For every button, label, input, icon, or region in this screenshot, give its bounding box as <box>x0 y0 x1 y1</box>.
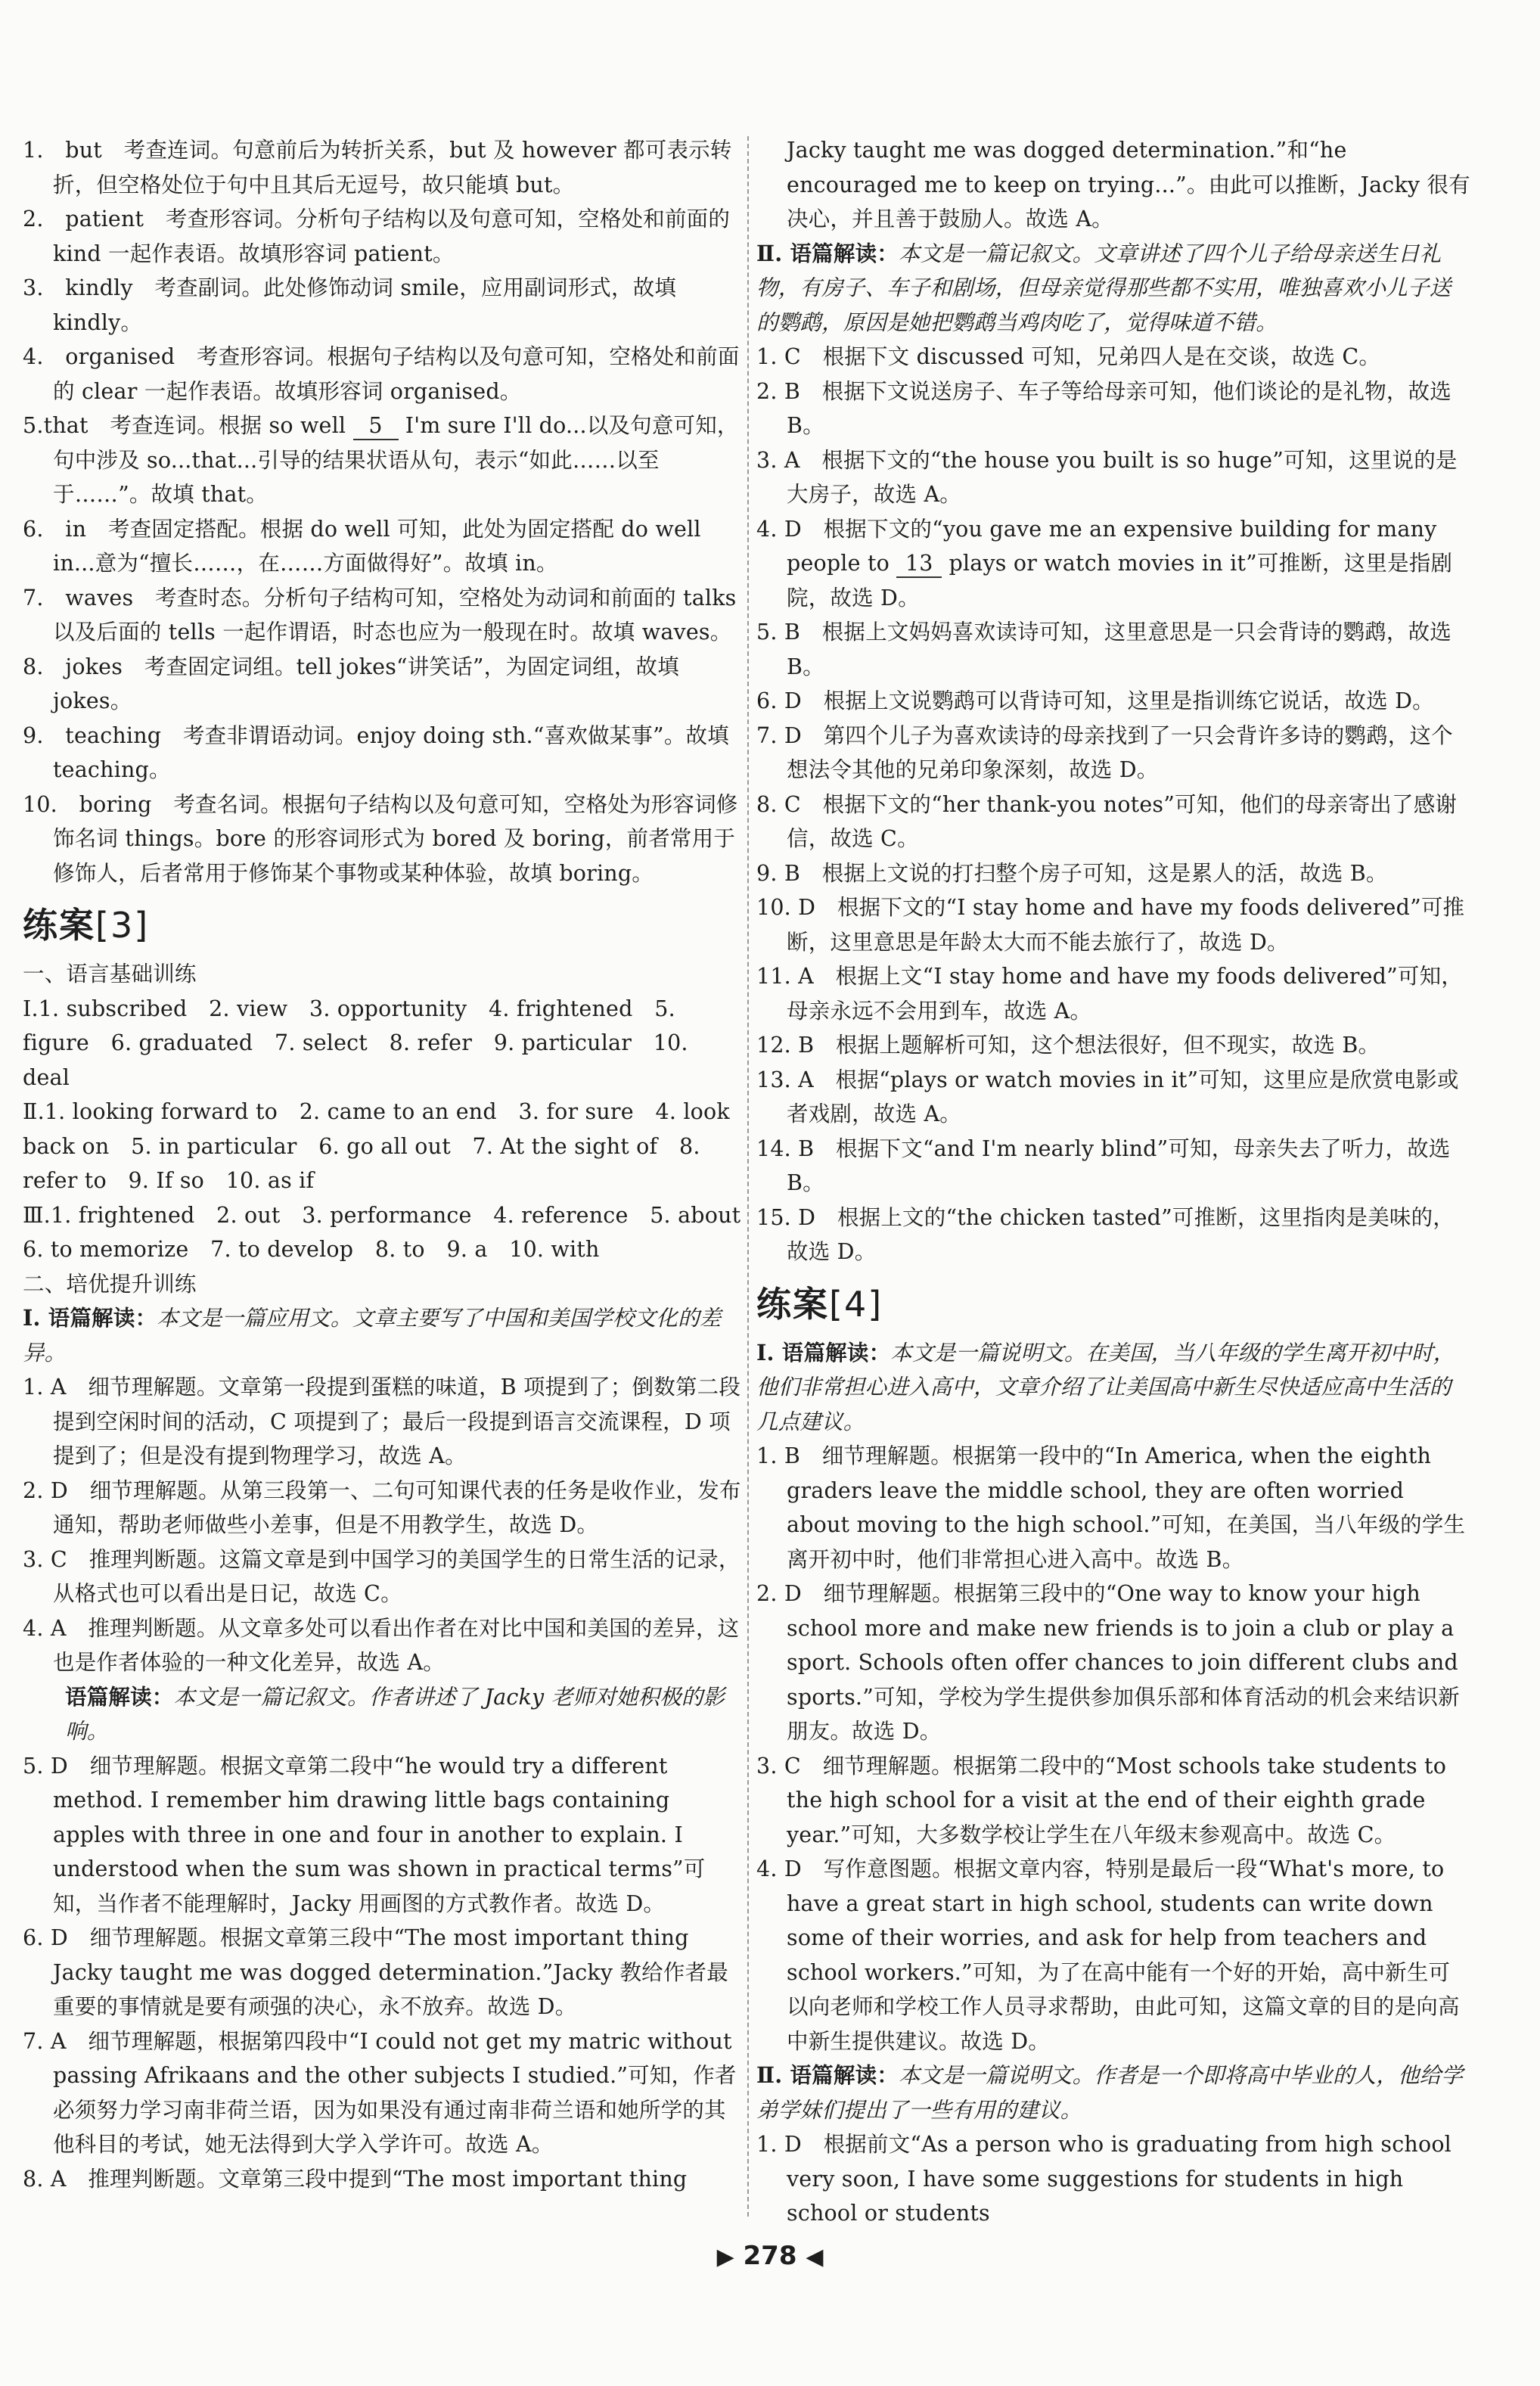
reading-summary: Ⅱ. 语篇解读：本文是一篇说明文。作者是一个即将高中毕业的人，他给学弟学妹们提出了一些有用的建议。 <box>756 2062 1464 2123</box>
vocab-answers-3: Ⅲ.1. frightened 2. out 3. performance 4. reference 5. about 6. to memorize 7. to develop 8. to 9. a 10. with <box>23 1202 762 1262</box>
part-heading: 二、培优提升训练 <box>23 1271 197 1297</box>
answer-number: 2. <box>23 207 44 231</box>
answer-text: 写作意图题。根据文章内容，特别是最后一段“What's more, to have a great start in high school, students can write down some of their worries, and ask for help from teachers and school workers.”可知，为了在高中能有一个好的开始，高中新生可以向老师和学校工作人员寻求帮助，由此可知，这篇文章的目的是向高中新生提供建议。故选 D。 <box>787 1856 1460 2054</box>
answer-number: 6. <box>23 516 44 542</box>
page-number: ▶ 278 ◀ <box>716 2241 824 2271</box>
answer-item <box>756 340 1471 374</box>
answer-item <box>23 1474 741 1543</box>
answer-number: 2. B <box>756 378 800 404</box>
answer-text: 细节理解题。从第三段第一、二句可知课代表的任务是收作业，发布通知，帮助老师做些小差事，但是不用教学生，故选 D。 <box>53 1477 741 1537</box>
answer-item: 4. D 根据下文的“you gave me an expensive building for many people to 13 plays or watch movies in it”可推断，这里是指剧院，故选 D。 <box>756 516 1453 610</box>
answers-group-e <box>756 340 1471 512</box>
answer-text: 细节理解题。文章第一段提到蛋糕的味道，B 项提到了；倒数第二段提到空闲时间的活动，C 项提到了；最后一段提到语言交流课程，D 项提到了；但是没有提到物理学习，故选 A。 <box>53 1375 741 1468</box>
answer-number: 6. D <box>23 1925 68 1950</box>
answer-number: 1. A <box>23 1375 67 1400</box>
answer-item <box>23 340 741 409</box>
answer-text: but 考查连词。句意前后为转折关系，but 及 however 都可表示转折，但空格处位于句中且其后无逗号，故只能填 but。 <box>53 138 732 197</box>
answer-number: 14. B <box>756 1136 815 1161</box>
answer-item <box>23 202 741 271</box>
answer-item <box>756 1852 1471 2058</box>
answer-number: 4. D <box>756 1856 802 1881</box>
answer-item <box>756 719 1471 788</box>
answer-item <box>23 1749 741 1922</box>
answer-item <box>23 1543 741 1611</box>
answer-number: 15. D <box>756 1204 816 1230</box>
answer-text: waves 考查时态。分析句子结构可知，空格处为动词和前面的 talks 以及后面的 tells 一起作谓语，时态也应为一般现在时。故填 waves。 <box>53 585 737 645</box>
answer-item: 5.that 考查连词。根据 so well 5 I'm sure I'll do...以及句意可知，句中涉及 so...that...引导的结果状语从句，表示“如此……以至于……”。故填 that。 <box>23 413 739 507</box>
vocab-answers-2: Ⅱ.1. looking forward to 2. came to an end 3. for sure 4. look back on 5. in particular 6. go all out 7. At the sight of 8. refer to 9. If so 10. as if <box>23 1099 730 1193</box>
right-column <box>756 133 1471 2231</box>
answer-text: organised 考查形容词。根据句子结构以及句意可知，空格处和前面的 clear 一起作表语。故填形容词 organised。 <box>53 344 740 404</box>
answer-item <box>23 581 741 650</box>
answer-number: 7. A <box>23 2028 67 2054</box>
answer-item <box>23 1611 741 1680</box>
answer-number: 10. D <box>756 895 816 920</box>
answer-text: 根据上文妈妈喜欢读诗可知，这里意思是一只会背诗的鹦鹉，故选 B。 <box>787 620 1452 679</box>
answer-item <box>756 1201 1471 1269</box>
answer-item <box>23 788 741 891</box>
left-column <box>23 133 762 2196</box>
answer-number: 2. D <box>756 1581 802 1606</box>
answer-text: 根据下文 discussed 可知，兄弟四人是在交谈，故选 C。 <box>822 344 1381 369</box>
answer-number: 8. C <box>756 791 801 817</box>
answer-text: kindly 考查副词。此处修饰动词 smile，应用副词形式，故填 kindly。 <box>53 275 677 335</box>
answer-item <box>23 1921 741 2024</box>
answer-continuation: Jacky taught me was dogged determination.”和“he encouraged me to keep on trying...”。由此可以推断，Jacky 很有决心，并且善于鼓励人。故选 A。 <box>787 138 1470 231</box>
answer-number: 5. B <box>756 620 800 645</box>
answer-number: 12. B <box>756 1033 815 1058</box>
answer-number: 1. C <box>756 344 801 369</box>
answer-text: jokes 考查固定词组。tell jokes“讲笑话”，为固定词组，故填 jokes。 <box>53 654 679 713</box>
answer-item <box>756 684 1471 719</box>
answer-number: 8. <box>23 654 44 679</box>
answers-group-f <box>756 615 1471 1269</box>
answer-text: 根据上文的“the chicken tasted”可推断，这里指肉是美味的，故选 D。 <box>787 1204 1455 1264</box>
answer-text: 细节理解题。根据第三段中的“One way to know your high school more and make new friends is to join a club or play a sport. Schools often offer chances to join different clubs and sports.”可知，学校为学生提供参加俱乐部和体育活动的机会来结识新朋友。故选 D。 <box>787 1581 1460 1744</box>
answer-item <box>756 959 1471 1028</box>
answer-number: 3. A <box>756 447 800 473</box>
answer-item <box>756 1028 1471 1063</box>
answer-text: 推理判断题。文章第三段中提到“The most important thing <box>88 2166 688 2192</box>
answers-group-g <box>756 1439 1471 2058</box>
answer-number: 10. <box>23 791 57 817</box>
answer-item <box>23 2024 741 2162</box>
answers-group-b <box>23 512 741 891</box>
answer-number: 1. <box>23 138 44 163</box>
answer-item <box>756 788 1471 856</box>
answer-item <box>756 374 1471 443</box>
answer-number: 9. B <box>756 860 800 886</box>
answer-number: 3. C <box>23 1546 67 1572</box>
answer-text: 推理判断题。这篇文章是到中国学习的美国学生的日常生活的记录，从格式也可以看出是日记，故选 C。 <box>53 1546 741 1606</box>
blank-number: 13 <box>896 551 942 578</box>
answer-item <box>23 650 741 719</box>
reading-summary: Ⅱ. 语篇解读：本文是一篇记叙文。文章讲述了四个儿子给母亲送生日礼物，有房子、车子和剧场，但母亲觉得那些都不实用，唯独喜欢小儿子送的鹦鹉，原因是她把鹦鹉当鸡肉吃了，觉得味道不错。 <box>756 240 1452 335</box>
answer-text: 根据上文说的打扫整个房子可知，这是累人的活，故选 B。 <box>821 860 1388 886</box>
answer-number: 9. <box>23 722 44 748</box>
answer-text: 根据上题解析可知，这个想法很好，但不现实，故选 B。 <box>836 1033 1380 1058</box>
answer-item <box>756 443 1471 512</box>
answer-item <box>23 2162 741 2197</box>
blank-number: 5 <box>353 413 399 440</box>
answer-item <box>756 890 1471 959</box>
answer-text: 细节理解题。根据第一段中的“In America, when the eighth graders leave the middle school, they are often worried about moving to the high school.”可知，在美国，当八年级的学生离开初中时，他们非常担心进入高中。故选 B。 <box>787 1443 1466 1572</box>
answer-text: 细节理解题。根据文章第二段中“he would try a different method. I remember him drawing little bags containing apples with three in one and four in another to explain. I understood when the sum was shown in practical terms”可知，当作者不能理解时，Jacky 用画图的方式教作者。故选 D。 <box>53 1753 706 1916</box>
answer-text: 根据上文“I stay home and have my foods delivered”可知，母亲永远不会用到车，故选 A。 <box>787 964 1463 1024</box>
answer-number: 7. <box>23 585 44 610</box>
answer-text: 细节理解题，根据第四段中“I could not get my matric without passing Afrikaans and the other subjects I studied.”可知，作者必须努力学习南非荷兰语，因为如果没有通过南非荷兰语和她所学的其他科目的考试，她无法得到大学入学许可。故选 A。 <box>53 2028 737 2157</box>
answer-text: 根据下文的“the house you built is so huge”可知，这里说的是大房子，故选 A。 <box>787 447 1458 507</box>
answer-item <box>23 271 741 340</box>
answer-number: 3. C <box>756 1753 801 1779</box>
answer-item: 1. D 根据前文“As a person who is graduating from high school very soon, I have some suggestions for students in high school or students <box>756 2132 1452 2226</box>
answer-number: 13. A <box>756 1067 814 1092</box>
reading-summary: Ⅰ. 语篇解读：本文是一篇说明文。在美国，当八年级的学生离开初中时，他们非常担心进入高中，文章介绍了让美国高中新生尽快适应高中生活的几点建议。 <box>756 1339 1455 1434</box>
answer-item <box>23 133 741 202</box>
answer-text: 根据“plays or watch movies in it”可知，这里应是欣赏电影或者戏剧，故选 A。 <box>787 1067 1459 1126</box>
answer-number: 2. D <box>23 1477 68 1503</box>
answer-text: 第四个儿子为喜欢读诗的母亲找到了一只会背许多诗的鹦鹉，这个想法令其他的兄弟印象深刻，故选 D。 <box>787 722 1453 782</box>
answer-number: 1. B <box>756 1443 800 1468</box>
answer-text: boring 考查名词。根据句子结构以及句意可知，空格处为形容词修饰名词 things。bore 的形容词形式为 bored 及 boring，前者常用于修饰人，后者常用于修饰某个事物或某种体验，故填 boring。 <box>53 791 738 886</box>
answer-number: 4. <box>23 344 44 369</box>
reading-summary: Ⅰ. 语篇解读：本文是一篇应用文。文章主要写了中国和美国学校文化的差异。 <box>23 1305 722 1365</box>
left-triangle-icon: ◀ <box>806 2244 824 2270</box>
part-heading: 一、语言基础训练 <box>23 962 197 986</box>
answer-item <box>756 1132 1471 1201</box>
answer-text: 根据下文说送房子、车子等给母亲可知，他们谈论的是礼物，故选 B。 <box>787 378 1452 438</box>
answer-text: 细节理解题。根据文章第三段中“The most important thing Jacky taught me was dogged determination.”Jacky 教给作者最重要的事情就是要有顽强的决心，永不放弃。故选 D。 <box>53 1925 728 2019</box>
answer-item <box>756 1749 1471 1853</box>
reading-summary: 语篇解读：本文是一篇记叙文。作者讲述了 Jacky 老师对她积极的影响。 <box>65 1683 725 1744</box>
answer-item <box>756 856 1471 891</box>
answer-number: 5. D <box>23 1753 68 1779</box>
answer-item <box>756 1063 1471 1132</box>
answer-text: in 考查固定搭配。根据 do well 可知，此处为固定搭配 do well in...意为“擅长……，在……方面做得好”。故填 in。 <box>53 516 701 576</box>
answer-item <box>756 1439 1471 1577</box>
vocab-answers-1: Ⅰ.1. subscribed 2. view 3. opportunity 4. frightened 5. figure 6. graduated 7. select 8. refer 9. particular 10. deal <box>23 996 688 1090</box>
answer-text: 推理判断题。从文章多处可以看出作者在对比中国和美国的差异，这也是作者体验的一种文化差异，故选 A。 <box>53 1615 740 1675</box>
answer-item <box>23 1370 741 1474</box>
answer-item <box>756 1577 1471 1749</box>
answer-number: 8. A <box>23 2166 67 2192</box>
section-title-3: 练案[3] <box>23 905 150 946</box>
answer-text: 根据下文的“I stay home and have my foods delivered”可推断，这里意思是年龄太大而不能去旅行了，故选 D。 <box>787 895 1465 955</box>
answers-group-a <box>23 133 741 409</box>
column-divider <box>747 136 749 2217</box>
answers-group-c <box>23 1370 741 1680</box>
answer-text: 根据上文说鹦鹉可以背诗可知，这里是指训练它说话，故选 D。 <box>823 688 1434 713</box>
section-title-4: 练案[4] <box>756 1283 883 1325</box>
answer-number: 7. D <box>756 722 802 748</box>
answers-group-d <box>23 1749 741 2197</box>
answer-item <box>23 512 741 581</box>
answer-number: 3. <box>23 275 44 300</box>
answer-item <box>756 615 1471 684</box>
answer-text: 细节理解题。根据第二段中的“Most schools take students to the high school for a visit at the end of their eighth grade year.”可知，大多数学校让学生在八年级末参观高中。故选 C。 <box>787 1753 1447 1847</box>
answer-item <box>23 719 741 788</box>
answer-text: patient 考查形容词。分析句子结构以及句意可知，空格处和前面的 kind 一起作表语。故填形容词 patient。 <box>53 207 731 266</box>
answer-text: 根据下文的“her thank-you notes”可知，他们的母亲寄出了感谢信，故选 C。 <box>787 791 1458 851</box>
answer-text: 根据下文“and I'm nearly blind”可知，母亲失去了听力，故选 B。 <box>787 1136 1451 1195</box>
right-triangle-icon: ▶ <box>716 2244 734 2270</box>
answer-number: 4. A <box>23 1615 67 1641</box>
answer-number: 11. A <box>756 964 814 989</box>
answer-number: 6. D <box>756 688 802 713</box>
answer-text: teaching 考查非谓语动词。enjoy doing sth.“喜欢做某事”。故填 teaching。 <box>53 722 729 782</box>
